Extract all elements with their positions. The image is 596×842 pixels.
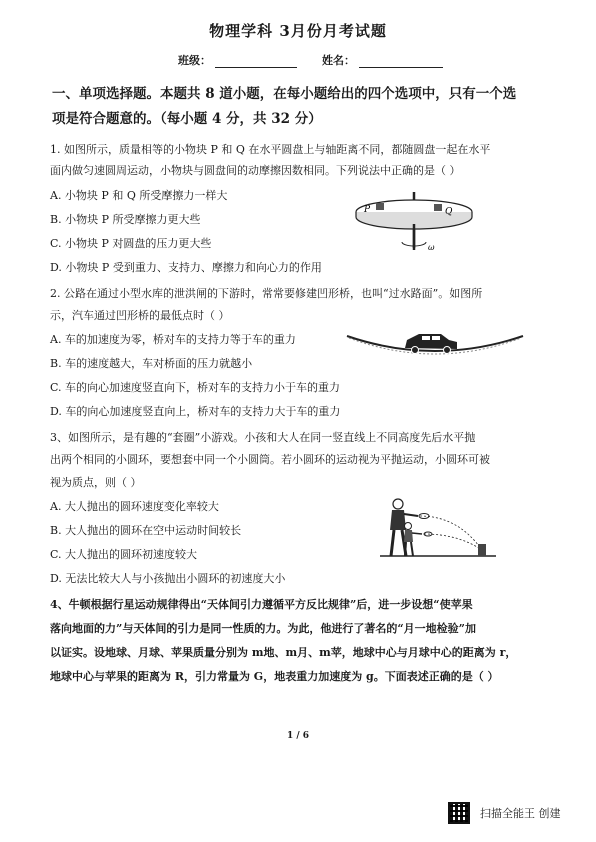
q4-stem-line-2: 落向地面的力”与天体间的引力是同一性质的力。为此，他进行了著名的“月一地检验”加: [50, 622, 476, 635]
q3-stem-line-1: 3、如图所示，是有趣的“套圈”小游戏。小孩和大人在同一竖直线上不同高度先后水平抛: [50, 431, 476, 444]
concave-bridge-figure: [345, 318, 525, 360]
name-label: 姓名：: [322, 54, 355, 67]
q2-option-d: D. 车的向心加速度竖直向上，桥对车的支持力大于车的重力: [50, 405, 341, 418]
fig-label-q: Q: [445, 207, 453, 217]
section-line-1: 一、单项选择题。本题共 8 道小题，在每小题给出的四个选项中，只有一个选: [52, 86, 517, 102]
class-blank: [215, 55, 297, 68]
section-heading: [52, 82, 552, 132]
target-cylinder: [478, 544, 486, 556]
name-field: [322, 52, 443, 68]
fig-label-p: P: [364, 205, 371, 215]
q1-stem-line-2: 面内做匀速圆周运动，小物块与圆盘间的动摩擦因数相同。下列说法中正确的是（ ）: [50, 164, 461, 177]
q4-stem-line-3: 以证实。设地球、月球、苹果质量分别为 m地、m月、m苹，地球中心与月球中心的距离为 r，: [50, 646, 517, 659]
q3-option-c: C. 大人抛出的圆环初速度较大: [50, 548, 198, 561]
q1-option-b: B. 小物块 P 所受摩擦力更大些: [50, 213, 201, 226]
q2-option-a: A. 车的加速度为零，桥对车的支持力等于车的重力: [50, 333, 296, 346]
page-number: 1 / 6: [286, 731, 310, 741]
ring-toss-figure: [378, 494, 498, 562]
q1-option-a: A. 小物块 P 和 Q 所受摩擦力一样大: [50, 189, 228, 202]
q3-stem-line-3: 视为质点，则（ ）: [50, 476, 142, 489]
adult-figure: [390, 499, 418, 556]
q3-stem-line-2: 出两个相同的小圆环，要想套中同一个小圆筒。若小圆环的运动视为平抛运动，小圆环可被: [50, 453, 490, 466]
q3-option-d: D. 无法比较大人与小孩抛出小圆环的初速度大小: [50, 572, 286, 585]
rotating-disk-figure: [350, 190, 480, 260]
q1-option-c: C. 小物块 P 对圆盘的压力更大些: [50, 237, 212, 250]
name-blank: [359, 55, 443, 68]
section-line-2: 项是符合题意的。（每小题 4 分，共 32 分）: [52, 111, 322, 127]
class-label: 班级：: [178, 54, 211, 67]
qr-code-icon: [448, 802, 470, 824]
q4-stem-line-4: 地球中心与苹果的距离为 R，引力常量为 G，地表重力加速度为 g。下面表述正确的是（ ）: [50, 670, 499, 683]
class-field: [178, 52, 297, 68]
q4-stem-line-1: 4、牛顿根据行星运动规律得出“天体间引力遵循平方反比规律”后，进一步设想“使苹果: [50, 598, 473, 611]
scanner-watermark: 扫描全能王 创建: [480, 807, 561, 820]
q2-stem-line-1: 2. 公路在通过小型水库的泄洪闸的下游时，常常要修建凹形桥，也叫“过水路面”。如图所: [50, 287, 483, 300]
q2-stem-line-2: 示，汽车通过凹形桥的最低点时（ ）: [50, 309, 230, 322]
fig-label-omega: ω: [428, 243, 435, 252]
q2-option-b: B. 车的速度越大，车对桥面的压力就越小: [50, 357, 253, 370]
q2-option-c: C. 车的向心加速度竖直向下，桥对车的支持力小于车的重力: [50, 381, 341, 394]
exam-title: 物理学科 3月份月考试题: [209, 22, 387, 40]
q1-option-d: D. 小物块 P 受到重力、支持力、摩擦力和向心力的作用: [50, 261, 322, 274]
q1-stem-line-1: 1. 如图所示，质量相等的小物块 P 和 Q 在水平圆盘上与轴距离不同，都随圆盘一起在水平: [50, 143, 491, 156]
q3-option-b: B. 大人抛出的圆环在空中运动时间较长: [50, 524, 242, 537]
q3-option-a: A. 大人抛出的圆环速度变化率较大: [50, 500, 219, 513]
